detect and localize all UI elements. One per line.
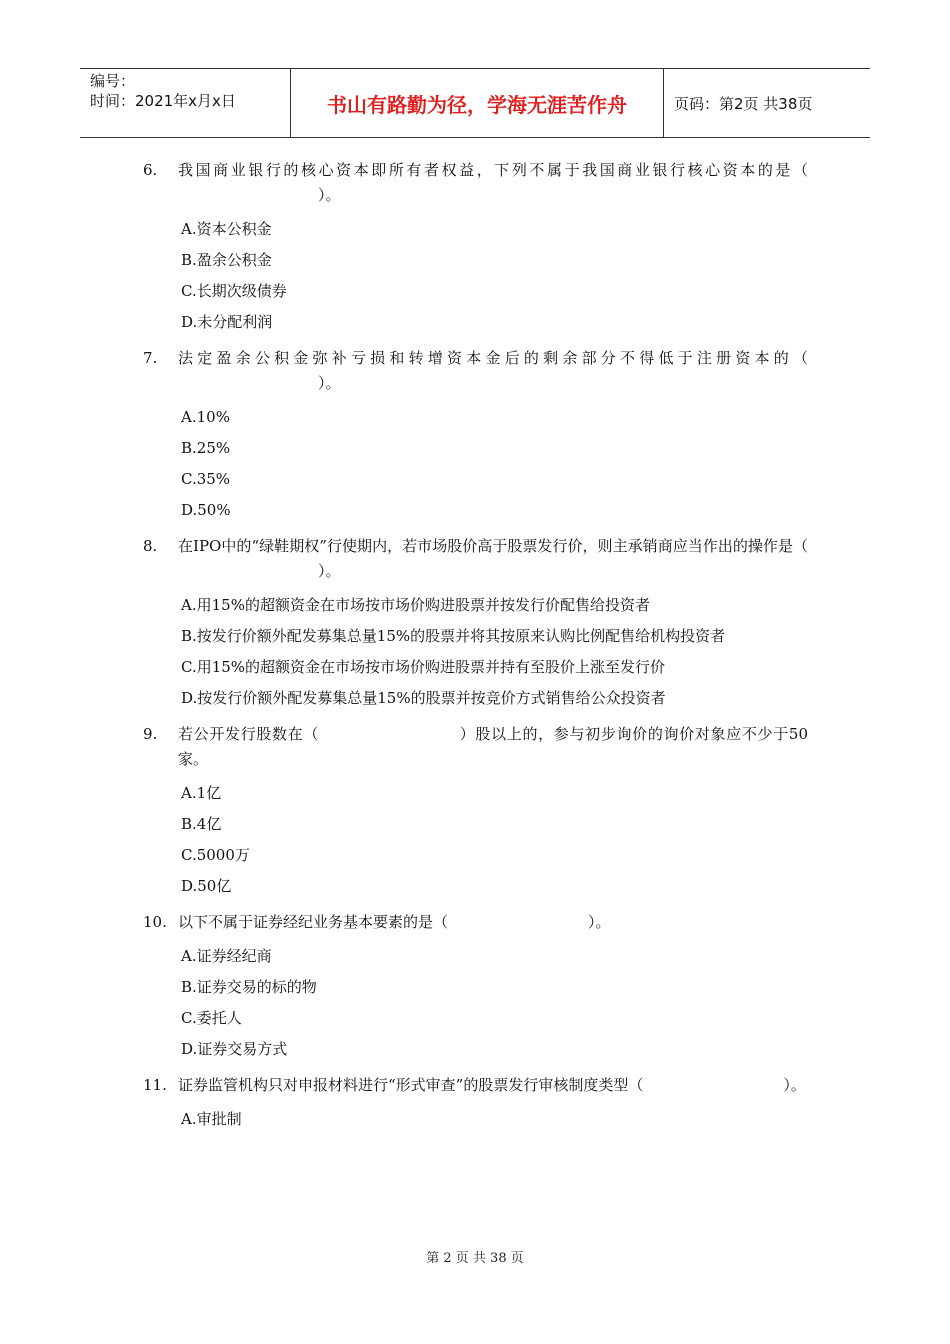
header-left-cell <box>80 69 291 137</box>
question-row <box>143 1073 808 1098</box>
question-number: 11. <box>143 1076 167 1094</box>
question-text <box>178 534 808 584</box>
question-text <box>178 910 808 935</box>
answer-option: C.35% <box>181 470 231 488</box>
answer-option: A.资本公积金 <box>181 220 272 238</box>
question-item <box>143 534 808 708</box>
answer-option: C.委托人 <box>181 1009 242 1027</box>
answer-option: D.按发行价额外配发募集总量15%的股票并按竞价方式销售给公众投资者 <box>181 689 666 707</box>
question-text-after: ）。 <box>588 913 611 931</box>
answer-option: A.审批制 <box>181 1110 242 1128</box>
question-text-after: ）。 <box>318 374 341 392</box>
question-number: 7. <box>143 349 158 367</box>
question-number: 9. <box>143 725 158 743</box>
answer-option: D.50亿 <box>181 877 232 895</box>
question-item <box>143 910 808 1059</box>
question-row <box>143 346 808 396</box>
question-number: 10. <box>143 913 167 931</box>
answer-option: D.未分配利润 <box>181 313 273 331</box>
question-item <box>143 346 808 520</box>
answer-option: A.10% <box>181 408 230 426</box>
question-text-before: 若公开发行股数在（ <box>178 725 320 743</box>
question-text-after: ）。 <box>318 562 341 580</box>
number-label: 编号： <box>90 72 136 90</box>
answer-option: D.50% <box>181 501 231 519</box>
answer-option: B.证券交易的标的物 <box>181 978 317 996</box>
question-row <box>143 534 808 584</box>
question-row <box>143 910 808 935</box>
question-text <box>178 722 808 772</box>
answer-option: C.用15%的超额资金在市场按市场价购进股票并持有至股价上涨至发行价 <box>181 658 666 676</box>
question-text-after: ）股以上的，参与初步询价的询价对象应不少于50家。 <box>178 725 808 768</box>
question-text <box>178 346 808 396</box>
answer-option: B.盈余公积金 <box>181 251 272 269</box>
page-footer: 第 2 页 共 38 页 <box>426 1251 524 1266</box>
question-text-before: 证券监管机构只对申报材料进行“形式审查”的股票发行审核制度类型（ <box>178 1076 644 1094</box>
answer-option: C.长期次级债券 <box>181 282 287 300</box>
answer-option: B.25% <box>181 439 231 457</box>
answer-option: A.用15%的超额资金在市场按市场价购进股票并按发行价配售给投资者 <box>181 596 650 614</box>
answer-option: B.按发行价额外配发募集总量15%的股票并将其按原来认购比例配售给机构投资者 <box>181 627 726 645</box>
question-row <box>143 158 808 208</box>
answer-option: C.5000万 <box>181 846 250 864</box>
question-text-after: ）。 <box>318 186 341 204</box>
answer-option: B.4亿 <box>181 815 222 833</box>
answer-option: A.1亿 <box>181 784 222 802</box>
question-text-before: 在IPO中的“绿鞋期权”行使期内，若市场股价高于股票发行价，则主承销商应当作出的操作是（ <box>178 537 808 555</box>
question-number: 6. <box>143 161 158 179</box>
header-motto: 书山有路勤为径，学海无涯苦作舟 <box>291 69 664 137</box>
question-text-before: 我国商业银行的核心资本即所有者权益，下列不属于我国商业银行核心资本的是（ <box>178 161 808 179</box>
question-text-before: 以下不属于证券经纪业务基本要素的是（ <box>178 913 449 931</box>
question-item <box>143 158 808 332</box>
question-number: 8. <box>143 537 158 555</box>
question-text-before: 法定盈余公积金弥补亏损和转增资本金后的剩余部分不得低于注册资本的（ <box>178 349 808 367</box>
answer-option: A.证券经纪商 <box>181 947 272 965</box>
question-item <box>143 1073 808 1129</box>
page-header <box>80 68 870 138</box>
question-item <box>143 722 808 896</box>
question-list <box>143 158 808 1143</box>
answer-option: D.证券交易方式 <box>181 1040 288 1058</box>
question-text <box>178 158 808 208</box>
question-text-after: ）。 <box>783 1076 806 1094</box>
question-text <box>178 1073 808 1098</box>
header-page-info: 页码：第2页 共38页 <box>674 94 813 113</box>
question-row <box>143 722 808 772</box>
time-label: 时间：2021年x月x日 <box>90 92 236 110</box>
